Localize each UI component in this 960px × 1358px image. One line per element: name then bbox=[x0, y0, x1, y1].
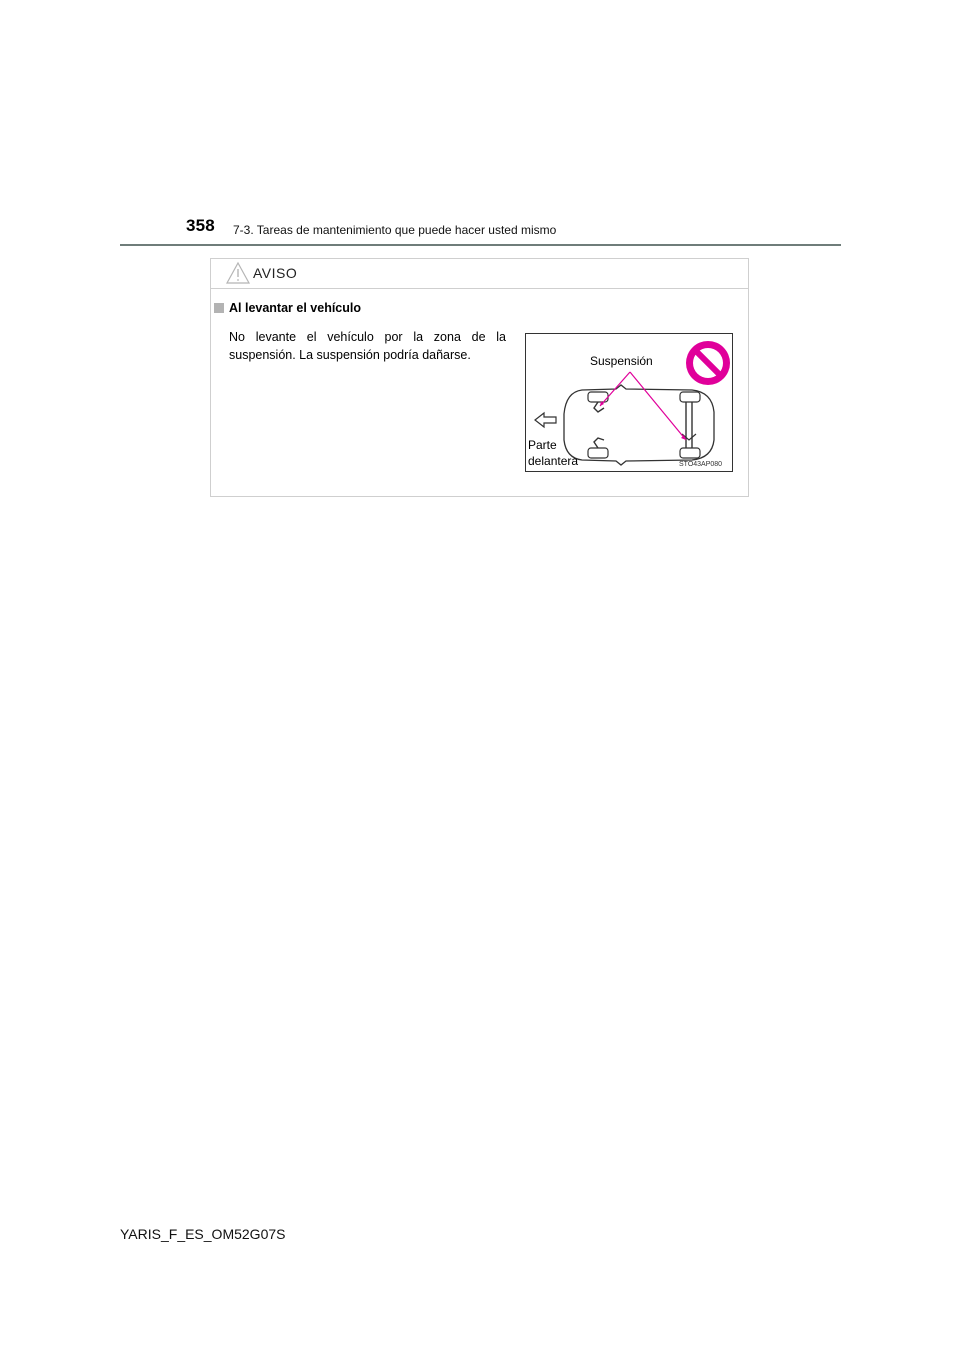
warning-body-text: No levante el vehículo por la zona de la suspensión. La suspensión podría dañarse. bbox=[229, 330, 506, 362]
warning-subheading bbox=[214, 301, 361, 315]
prohibited-icon bbox=[686, 341, 730, 385]
warning-triangle-icon bbox=[225, 261, 251, 285]
warning-box bbox=[210, 258, 749, 497]
suspension-label: Suspensión bbox=[590, 354, 653, 368]
front-label-line2: delantera bbox=[528, 454, 579, 468]
front-arrow-icon bbox=[535, 413, 556, 427]
square-bullet-icon bbox=[214, 303, 224, 313]
front-label-line1: Parte bbox=[528, 438, 557, 452]
footer-doc-code: YARIS_F_ES_OM52G07S bbox=[120, 1226, 286, 1242]
suspension-figure bbox=[525, 333, 733, 472]
page-number: 358 bbox=[186, 216, 215, 235]
warning-header bbox=[211, 259, 748, 289]
figure-code: STO43AP080 bbox=[679, 461, 723, 468]
front-label bbox=[528, 437, 578, 469]
warning-subheading-text: Al levantar el vehículo bbox=[229, 301, 361, 315]
header-divider bbox=[120, 244, 841, 246]
section-title: 7-3. Tareas de mantenimiento que puede hacer usted mismo bbox=[233, 223, 557, 237]
warning-label: AVISO bbox=[253, 265, 298, 281]
